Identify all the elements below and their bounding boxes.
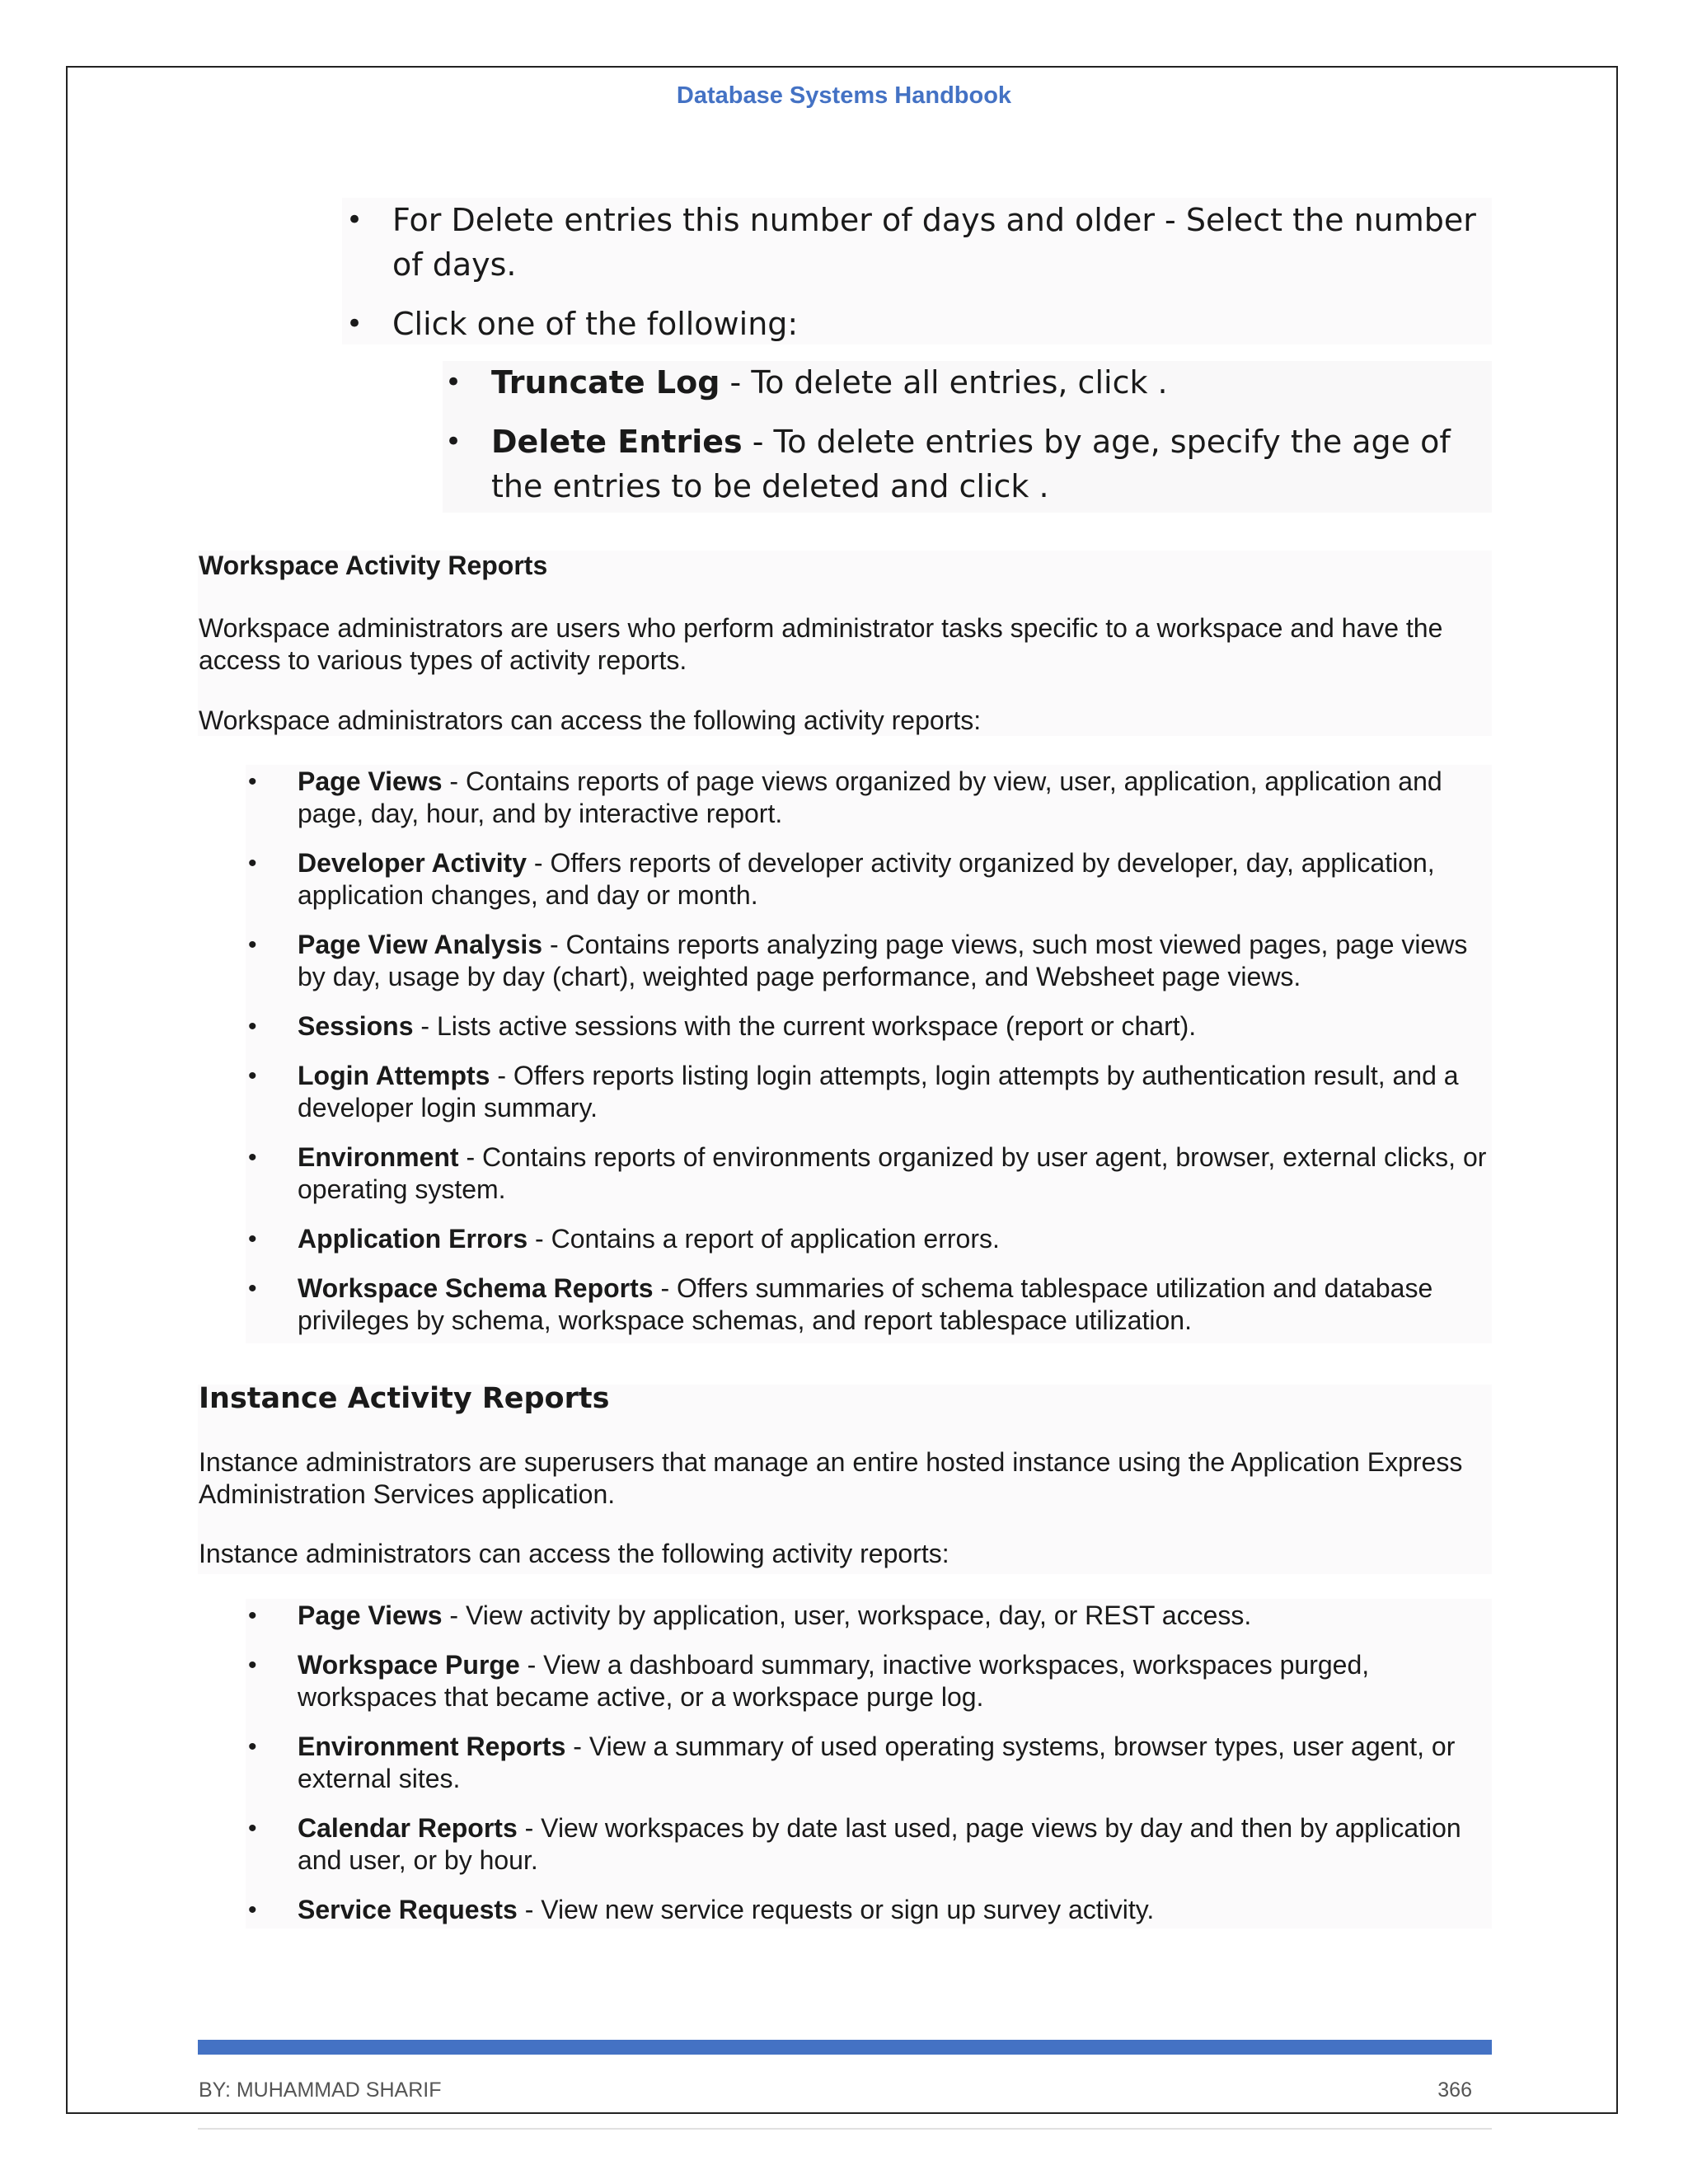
instance-intro-paragraph: Instance administrators are superusers that manage an entire hosted instance using the Application Express Administration Services application. [199, 1447, 1463, 1509]
list-item: • Workspace Purge - View a dashboard summary, inactive workspaces, workspaces purged, workspaces that became active, or a workspace purge log. [298, 1649, 1493, 1713]
section-heading-workspace: Workspace Activity Reports [199, 551, 548, 580]
section-heading-instance: Instance Activity Reports [199, 1382, 610, 1415]
list-item: • Login Attempts - Offers reports listing login attempts, login attempts by authentication result, and a developer login summary. [298, 1060, 1493, 1124]
list-item: • Environment Reports - View a summary of used operating systems, browser types, user agent, or external sites. [298, 1731, 1493, 1795]
list-item: • Service Requests - View new service requests or sign up survey activity. [298, 1894, 1493, 1926]
instance-report-list [298, 1600, 1493, 1943]
footer-divider [198, 2128, 1492, 2130]
instance-lead-paragraph: Instance administrators can access the following activity reports: [199, 1539, 950, 1568]
list-item: • Truncate Log - To delete all entries, click . [491, 360, 1489, 405]
top-list [392, 198, 1489, 346]
list-item: • Calendar Reports - View workspaces by date last used, page views by day and then by application and user, or by hour. [298, 1812, 1493, 1877]
page-header: Database Systems Handbook [676, 82, 1012, 109]
list-item: • Delete Entries - To delete entries by age, specify the age of the entries to be deleted and click . [491, 419, 1489, 509]
list-item: • Workspace Schema Reports - Offers summaries of schema tablespace utilization and database privileges by schema, workspace schemas, and report tablespace utilization. [298, 1272, 1493, 1337]
list-item: • Developer Activity - Offers reports of developer activity organized by developer, day, application, application changes, and day or month. [298, 847, 1493, 912]
list-item: • Sessions - Lists active sessions with the current workspace (report or chart). [298, 1010, 1493, 1043]
list-item: • For Delete entries this number of days and older - Select the number of days. [392, 198, 1489, 287]
list-item: • Application Errors - Contains a report of application errors. [298, 1223, 1493, 1255]
workspace-report-list [298, 766, 1493, 1354]
sub-list [491, 360, 1489, 509]
workspace-intro-paragraph: Workspace administrators are users who perform administrator tasks specific to a workspace and have the access to various types of activity reports. [199, 613, 1443, 675]
footer-author: BY: MUHAMMAD SHARIF [199, 2079, 442, 2102]
page-number: 366 [1437, 2079, 1472, 2102]
list-item: • Page Views - Contains reports of page views organized by view, user, application, application and page, day, hour, and by interactive report. [298, 766, 1493, 830]
list-item: • Click one of the following: [392, 302, 1489, 346]
list-item: • Environment - Contains reports of environments organized by user agent, browser, external clicks, or operating system. [298, 1141, 1493, 1206]
workspace-lead-paragraph: Workspace administrators can access the following activity reports: [199, 705, 982, 735]
list-item: • Page View Analysis - Contains reports analyzing page views, such most viewed pages, page views by day, usage by day (chart), weighted page performance, and Websheet page views. [298, 929, 1493, 993]
footer-accent-bar [198, 2040, 1492, 2055]
list-item: • Page Views - View activity by application, user, workspace, day, or REST access. [298, 1600, 1493, 1632]
